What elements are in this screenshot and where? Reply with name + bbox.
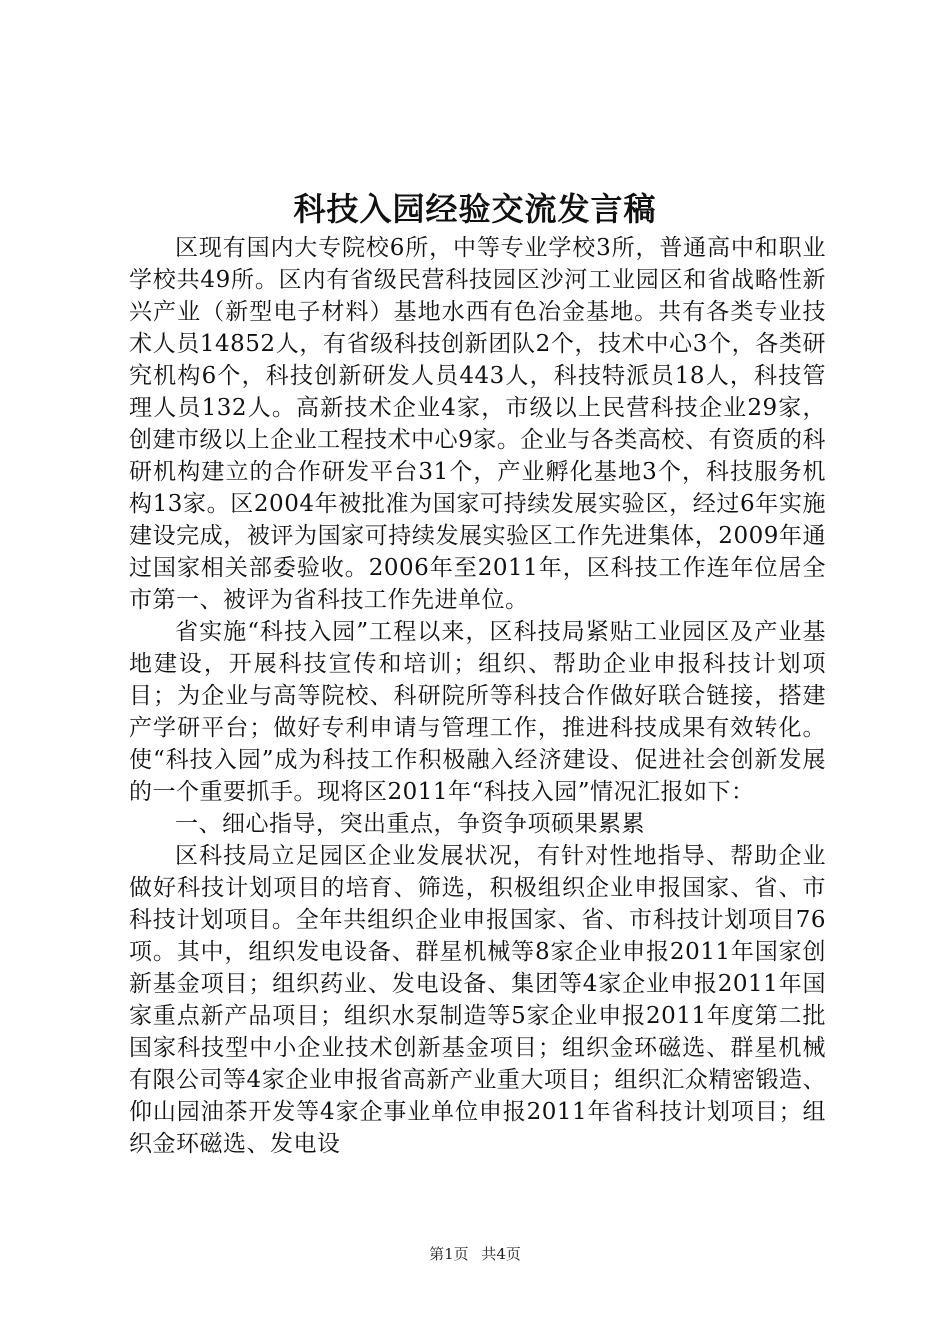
document-body: [129, 232, 826, 1160]
paragraph-section-1: 区科技局立足园区企业发展状况，有针对性地指导、帮助企业做好科技计划项目的培育、筛选，积极组织企业申报国家、省、市科技计划项目。全年共组织企业申报国家、省、市科技计划项目76项。其中，组织发电设备、群星机械等8家企业申报2011年国家创新基金项目；组织药业、发电设备、集团等4家企业申报2011年国家重点新产品项目；组织水泵制造等5家企业申报2011年度第二批国家科技型中小企业技术创新基金项目；组织金环磁选、群星机械有限公司等4家企业申报省高新产业重大项目；组织汇众精密锻造、仰山园油茶开发等4家企事业单位申报2011年省科技计划项目；组织金环磁选、发电设: [129, 843, 826, 1157]
paragraph-overview: 区现有国内大专院校6所，中等专业学校3所，普通高中和职业学校共49所。区内有省级民营科技园区沙河工业园区和省战略性新兴产业（新型电子材料）基地水西有色冶金基地。共有各类专业技术人员14852人，有省级科技创新团队2个，技术中心3个，各类研究机构6个，科技创新研发人员443人，科技特派员18人，科技管理人员132人。高新技术企业4家，市级以上民营科技企业29家，创建市级以上企业工程技术中心9家。企业与各类高校、有资质的科研机构建立的合作研发平台31个，产业孵化基地3个，科技服务机构13家。区2004年被批准为国家可持续发展实验区，经过6年实施建设完成，被评为国家可持续发展实验区工作先进集体，2009年通过国家相关部委验收。2006年至2011年，区科技工作连年位居全市第一、被评为省科技工作先进单位。: [129, 235, 826, 613]
page-total: 共4页: [481, 1245, 521, 1263]
page-number: 第1页: [429, 1245, 469, 1263]
page-footer: [0, 1243, 950, 1264]
paragraph-introduction: 省实施“科技入园”工程以来，区科技局紧贴工业园区及产业基地建设，开展科技宣传和培训；组织、帮助企业申报科技计划项目；为企业与高等院校、科研院所等科技合作做好联合链接，搭建产学研平台；做好专利申请与管理工作，推进科技成果有效转化。使“科技入园”成为科技工作积极融入经济建设、促进社会创新发展的一个重要抓手。现将区2011年“科技入园”情况汇报如下：: [129, 619, 826, 805]
document-title: 科技入园经验交流发言稿: [293, 190, 657, 228]
section-heading-1: 一、细心指导，突出重点，争资争项硕果累累: [175, 811, 645, 837]
